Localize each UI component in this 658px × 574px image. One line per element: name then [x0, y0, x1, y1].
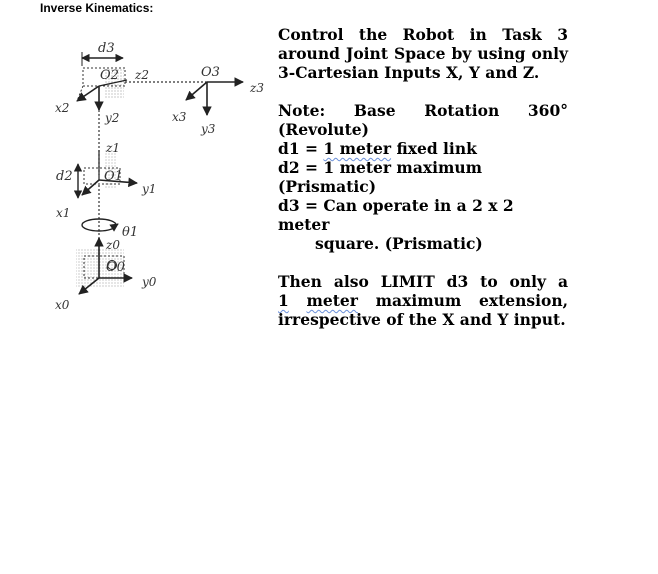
label-x2: x2 [55, 101, 70, 115]
task-line-2: around Joint Space by using only [278, 44, 568, 63]
note-label: Note: [278, 101, 326, 120]
label-y0: y0 [142, 275, 157, 289]
label-z3: z3 [250, 81, 264, 95]
label-z2: z2 [135, 68, 149, 82]
label-O2: O2 [100, 68, 119, 83]
note-degrees: 360° [527, 101, 568, 120]
label-z0: z0 [106, 238, 120, 252]
task-line-3: 3-Cartesian Inputs X, Y and Z. [278, 63, 540, 82]
d2-line: d2 = 1 meter maximum (Prismatic) [278, 158, 483, 196]
note-rotation: Rotation [424, 101, 500, 120]
d1-line [278, 139, 568, 158]
label-x0: x0 [55, 298, 70, 312]
d3-line-1: d3 = Can operate in a 2 x 2 meter [278, 196, 514, 234]
label-d3: d3 [98, 41, 115, 56]
limit-underlined-2: meter [306, 291, 358, 310]
label-y2: y2 [105, 111, 120, 125]
x2-axis [77, 86, 99, 101]
limit-line-2 [278, 291, 568, 310]
x3-axis [186, 82, 207, 100]
limit-line-1: Then also LIMIT d3 to only a [278, 272, 568, 291]
label-z1: z1 [106, 141, 120, 155]
limit-line-2-rest: maximum extension, [357, 291, 568, 310]
label-x1: x1 [56, 206, 71, 220]
label-y3: y3 [201, 122, 216, 136]
note-revolute: (Revolute) [278, 120, 369, 139]
label-y1: y1 [142, 182, 157, 196]
d1-underlined: 1 meter [323, 139, 392, 158]
d1-suffix: fixed link [391, 139, 477, 158]
task-line-1: Control the Robot in Task 3 [278, 25, 568, 44]
robot-diagram [0, 0, 275, 320]
d1-prefix: d1 = [278, 139, 324, 158]
note-line [278, 101, 568, 120]
label-theta1: θ1 [122, 225, 139, 240]
instructions-panel [278, 25, 568, 329]
d3-line-2: square. (Prismatic) [315, 234, 483, 253]
page-heading: Inverse Kinematics: [40, 1, 154, 15]
x1-axis [82, 180, 99, 195]
label-d2: d2 [56, 169, 73, 184]
limit-underlined-1: 1 [278, 291, 289, 310]
label-O1: O1 [104, 169, 123, 184]
label-O3: O3 [201, 65, 220, 80]
label-O0: O0 [106, 260, 125, 275]
label-x3: x3 [172, 110, 187, 124]
note-base: Base [353, 101, 396, 120]
limit-line-3: irrespective of the X and Y input. [278, 310, 566, 329]
